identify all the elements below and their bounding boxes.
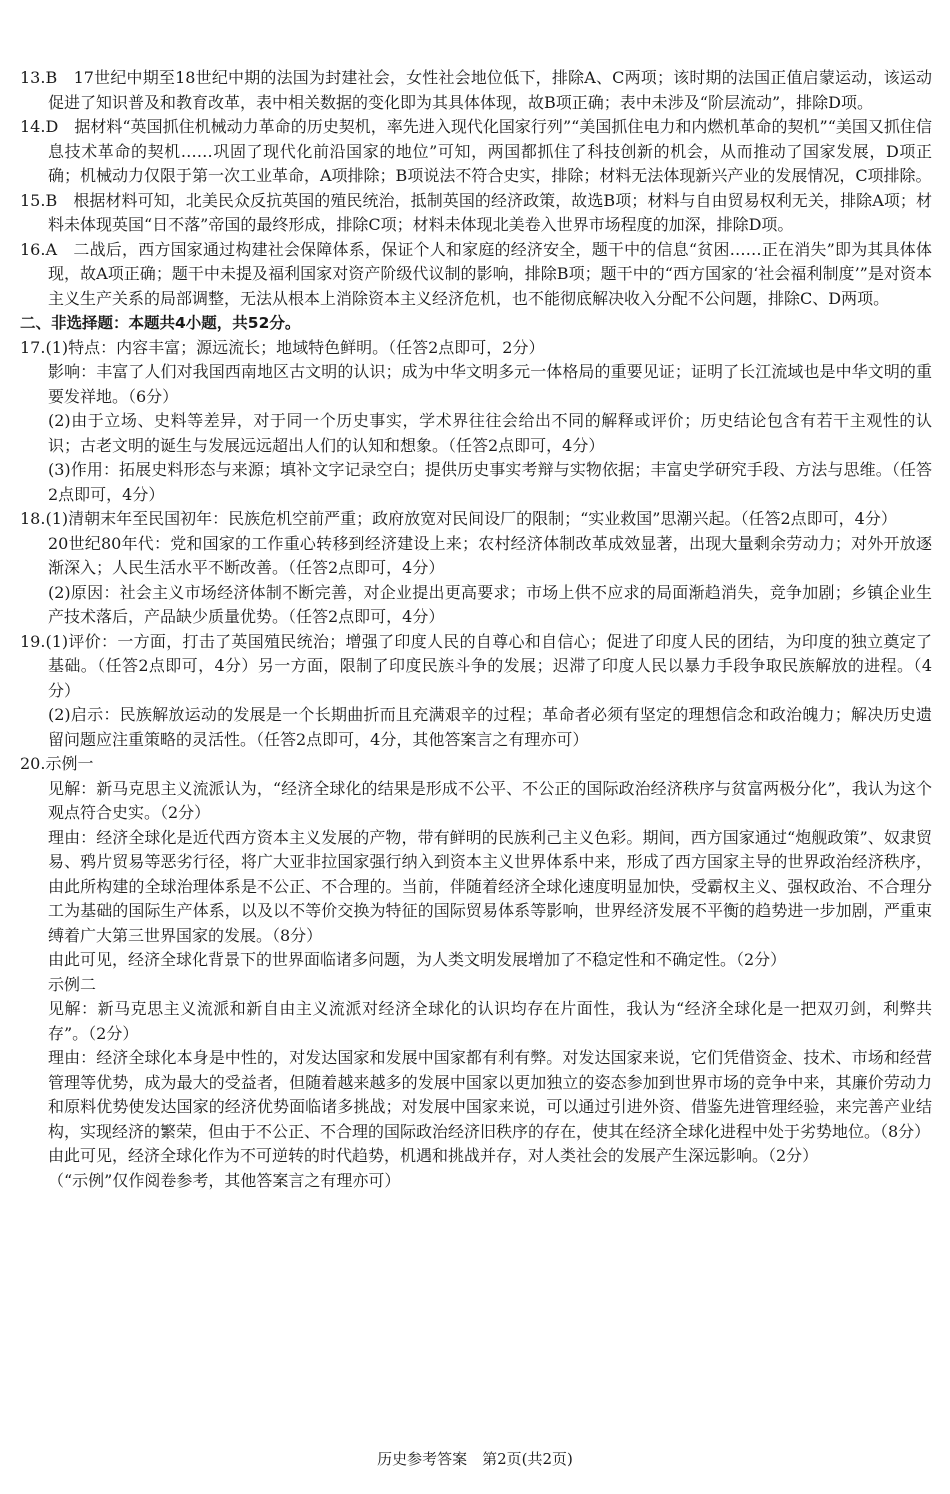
page-footer: 历史参考答案 第2页(共2页) — [377, 1450, 573, 1468]
answer-note: （“示例”仅作阅卷参考，其他答案言之有理亦可） — [48, 1170, 401, 1190]
answer-text: (1)评价：一方面，打击了英国殖民统治；增强了印度人民的自尊心和自信心；促进了印度人民的团结，为印度的独立奠定了基础。（任答2点即可，4分）另一方面，限制了印度民族斗争的发展；迟滞了印度人民以暴力手段争取民族解放的进程。（4分） — [45, 631, 932, 700]
answer-text: 根据材料可知，北美民众反抗英国的殖民统治，抵制英国的经济政策，故选B项；材料与自由贸易权利无关，排除A项；材料未体现英国“日不落”帝国的最终形成，排除C项；材料未体现北美卷入世界市场程度的加深，排除D项。 — [48, 190, 932, 234]
answer-paragraph: 影响：丰富了人们对我国西南地区古文明的认识；成为中华文明多元一体格局的重要见证；证明了长江流域也是中华文明的重要发祥地。（6分） — [48, 362, 932, 406]
answer-paragraph: (2)启示：民族解放运动的发展是一个长期曲折而且充满艰辛的过程；革命者必须有坚定的理想信念和政治魄力；解决历史遗留问题应注重策略的灵活性。（任答2点即可，4分，其他答案言之有理亦可） — [48, 705, 932, 749]
answer-19 — [20, 630, 932, 704]
answer-paragraph: (2)由于立场、史料等差异，对于同一个历史事实，学术界往往会给出不同的解释或评价；历史结论包含有若干主观性的认识；古老文明的诞生与发展远远超出人们的认知和想象。（任答2点即可，4分） — [48, 411, 932, 455]
answer-text: 据材料“英国抓住机械动力革命的历史契机，率先进入现代化国家行列”“美国抓住电力和内燃机革命的契机”“美国又抓住信息技术革命的契机……巩固了现代化前沿国家的地位”可知，两国都抓住了科技创新的机会，从而推动了国家发展，D项正确；机械动力仅限于第一次工业革命，A项排除；B项说法不符合史实，排除；材料无法体现新兴产业的发展情况，C项排除。 — [48, 117, 932, 185]
answer-paragraph: 理由：经济全球化是近代西方资本主义发展的产物，带有鲜明的民族利己主义色彩。期间，西方国家通过“炮舰政策”、奴隶贸易、鸦片贸易等恶劣行径，将广大亚非拉国家强行纳入到资本主义世界体系中来，形成了西方国家主导的世界政治经济秩序，由此所构建的全球治理体系是不公正、不合理的。当前，伴随着经济全球化速度明显加快，受霸权主义、强权政治、不合理分工为基础的国际生产体系，以及以不等价交换为特征的国际贸易体系等影响，世界经济发展不平衡的趋势进一步加剧，严重束缚着广大第三世界国家的发展。（8分） — [48, 827, 932, 945]
answer-number: 15.B — [20, 190, 58, 210]
answer-text: 二战后，西方国家通过构建社会保障体系，保证个人和家庭的经济安全，题干中的信息“贫困……正在消失”即为其具体体现，故A项正确；题干中未提及福利国家对资产阶级代议制的影响，排除B项；题干中的“西方国家的‘社会福利制度’”是对资本主义生产关系的局部调整，无法从根本上消除资本主义经济危机，也不能彻底解决收入分配不公问题，排除C、D两项。 — [48, 239, 932, 308]
answer-number: 18. — [20, 509, 46, 528]
answer-paragraph: 由此可见，经济全球化背景下的世界面临诸多问题，为人类文明发展增加了不稳定性和不确定性。（2分） — [48, 950, 787, 969]
answer-text: (1)清朝末年至民国初年：民族危机空前严重；政府放宽对民间设厂的限制；“实业救国”思潮兴起。（任答2点即可，4分） — [45, 509, 897, 528]
answer-number: 17. — [20, 337, 46, 357]
example-title: 示例二 — [48, 974, 97, 994]
answer-number: 19. — [20, 631, 46, 651]
answer-text: 17世纪中期至18世纪中期的法国为封建社会，女性社会地位低下，排除A、C两项；该时期的法国正值启蒙运动，该运动促进了知识普及和教育改革，表中相关数据的变化即为其具体体现，故B项正确；表中未涉及“阶层流动”，排除D项。 — [48, 68, 932, 112]
answer-text: (1)特点：内容丰富；源远流长；地域特色鲜明。（任答2点即可，2分） — [45, 337, 545, 357]
answer-14 — [20, 115, 932, 189]
answer-13 — [20, 66, 932, 115]
answer-number: 20. — [20, 754, 46, 773]
answer-20 — [20, 752, 932, 777]
answer-paragraph: (2)原因：社会主义市场经济体制不断完善，对企业提出更高要求；市场上供不应求的局面渐趋消失，竞争加剧；乡镇企业生产技术落后，产品缺少质量优势。（任答2点即可，4分） — [48, 582, 932, 626]
answer-18 — [20, 507, 932, 532]
answer-paragraph: 由此可见，经济全球化作为不可逆转的时代趋势，机遇和挑战并存，对人类社会的发展产生深远影响。（2分） — [48, 1146, 819, 1165]
answer-paragraph: 理由：经济全球化本身是中性的，对发达国家和发展中国家都有利有弊。对发达国家来说，它们凭借资金、技术、市场和经营管理等优势，成为最大的受益者，但随着越来越多的发展中国家以更加独立的姿态参加到世界市场的竞争中来，其廉价劳动力和原料优势使发达国家的经济优势面临诸多挑战；对发展中国家来说，可以通过引进外资、借鉴先进管理经验，来完善产业结构，实现经济的繁荣，但由于不公正、不合理的国际政治经济旧秩序的存在，使其在经济全球化进程中处于劣势地位。（8分） — [48, 1048, 932, 1141]
answer-paragraph: 见解：新马克思主义流派和新自由主义流派对经济全球化的认识均存在片面性，我认为“经济全球化是一把双刃剑，利弊共存”。（2分） — [48, 999, 932, 1043]
section-heading: 二、非选择题：本题共4小题，共52分。 — [20, 314, 301, 332]
answer-paragraph: (3)作用：拓展史料形态与来源；填补文字记录空白；提供历史事实考辩与实物依据；丰富史学研究手段、方法与思维。（任答2点即可，4分） — [48, 460, 932, 504]
answer-number: 13.B — [20, 68, 58, 87]
answer-16 — [20, 238, 932, 312]
answer-15 — [20, 189, 932, 238]
answer-paragraph: 见解：新马克思主义流派认为，“经济全球化的结果是形成不公平、不公正的国际政治经济秩序与贫富两极分化”，我认为这个观点符合史实。（2分） — [48, 778, 932, 822]
answer-number: 16.A — [20, 239, 57, 259]
answer-17 — [20, 336, 932, 361]
answer-number: 14.D — [20, 117, 59, 136]
example-title: 示例一 — [45, 754, 94, 773]
answer-paragraph: 20世纪80年代：党和国家的工作重心转移到经济建设上来；农村经济体制改革成效显著，出现大量剩余劳动力；对外开放逐渐深入；人民生活水平不断改善。（任答2点即可，4分） — [48, 533, 932, 577]
